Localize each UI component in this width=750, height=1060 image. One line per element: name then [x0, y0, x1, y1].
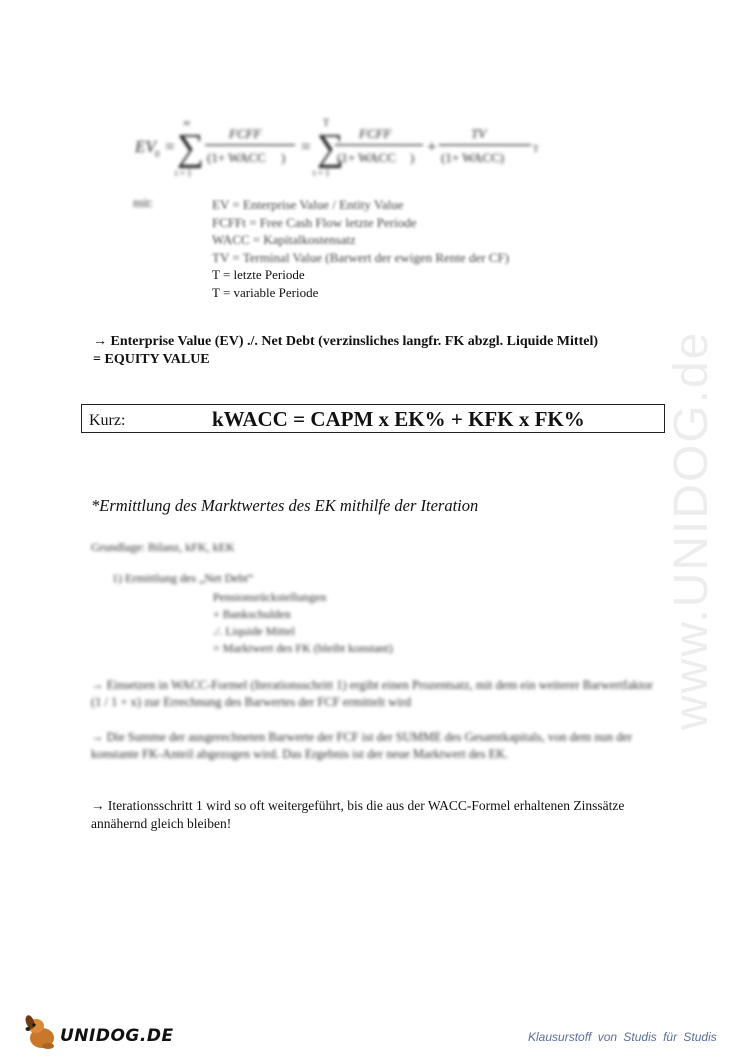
step-item: ./. Liquide Mittel [213, 624, 295, 638]
definitions-list [212, 196, 509, 301]
formula-sum1-bottom: t = 1 [175, 168, 192, 178]
svg-text:T: T [533, 144, 539, 154]
svg-text:∑: ∑ [177, 127, 205, 169]
iteration-paragraph-3: → Iterationsschritt 1 wird so oft weitergeführt, bis die aus der WACC-Formel erhaltenen Zinssätze annähernd gleich bleiben! [91, 798, 625, 831]
formula-sum1-top: ∞ [183, 118, 191, 129]
formula-den2: (1+ WACC [337, 150, 396, 165]
formula-ev-sub: 0 [155, 149, 160, 159]
iteration-paragraph-2: → Die Summe der ausgerechneten Barwerte der FCF ist der SUMME des Gesamtkapitals, von dem nun der konstante FK-Anteil abgezogen wird. Das Ergebnis ist der neue Marktwert des EK. [91, 730, 633, 761]
svg-text:): ) [410, 150, 415, 165]
ev-formula [133, 112, 573, 182]
logo-text: UNIDOG.DE [60, 1026, 174, 1046]
definitions-mit-label: mit: [133, 196, 154, 210]
formula-tv-den: (1+ WACC) [441, 150, 505, 165]
step1-heading: 1) Ermittlung des „Net Debt“ [112, 571, 254, 585]
svg-text:): ) [281, 150, 286, 165]
step1-items [213, 589, 393, 657]
definition-line: T = letzte Periode [212, 267, 305, 282]
step-item: Pensionsrückstellungen [213, 590, 327, 604]
definition-line: FCFFt = Free Cash Flow letzte Periode [212, 214, 417, 230]
step-item: = Marktwert des FK (bleibt konstant) [213, 641, 393, 655]
step-item: + Bankschulden [213, 607, 291, 621]
formula-den1: (1+ WACC [207, 150, 266, 165]
kurz-label: Kurz: [89, 412, 126, 429]
svg-text:∑: ∑ [317, 127, 345, 169]
iteration-paragraph-1: → Einsetzen in WACC-Formel (Iterationsschritt 1) ergibt einen Prozentsatz, mit dem ein weiterer Barwertfaktor (1 / 1 + x) zur Errechnung des Barwertes der FCF ermittelt wird [91, 678, 653, 709]
definition-line: EV = Enterprise Value / Entity Value [212, 197, 404, 212]
formula-ev: EV [135, 137, 156, 156]
formula-tv-num: TV [471, 126, 487, 141]
grundlage-line: Grundlage: Bilanz, kFK, kEK [91, 540, 235, 554]
formula-sum2-bottom: t = 1 [313, 168, 330, 178]
formula-sum2-top: T [323, 118, 330, 129]
iteration-heading: *Ermittlung des Marktwertes des EK mithilfe der Iteration [91, 496, 479, 515]
formula-num1: FCFF [229, 126, 262, 141]
formula-num2: FCFF [359, 126, 392, 141]
svg-text:=: = [165, 137, 175, 156]
enterprise-value-line: → Enterprise Value (EV) ./. Net Debt (verzinsliches langfr. FK abzgl. Liquide Mittel) [93, 334, 598, 349]
kurz-box [81, 404, 665, 433]
definition-line: T = variable Periode [212, 284, 319, 300]
definition-line: WACC = Kapitalkostensatz [212, 232, 356, 247]
kwacc-formula: kWACC = CAPM x EK% + KFK x FK% [212, 407, 585, 431]
watermark-text: www.UNIDOG.de [665, 330, 718, 730]
footer-tagline: Klausurstoff von Studis für Studis [528, 1030, 717, 1044]
svg-text:=: = [301, 137, 311, 156]
definition-line: TV = Terminal Value (Barwert der ewigen Rente der CF) [212, 249, 510, 265]
equity-value-line: = EQUITY VALUE [93, 352, 210, 367]
svg-text:+: + [427, 137, 437, 156]
